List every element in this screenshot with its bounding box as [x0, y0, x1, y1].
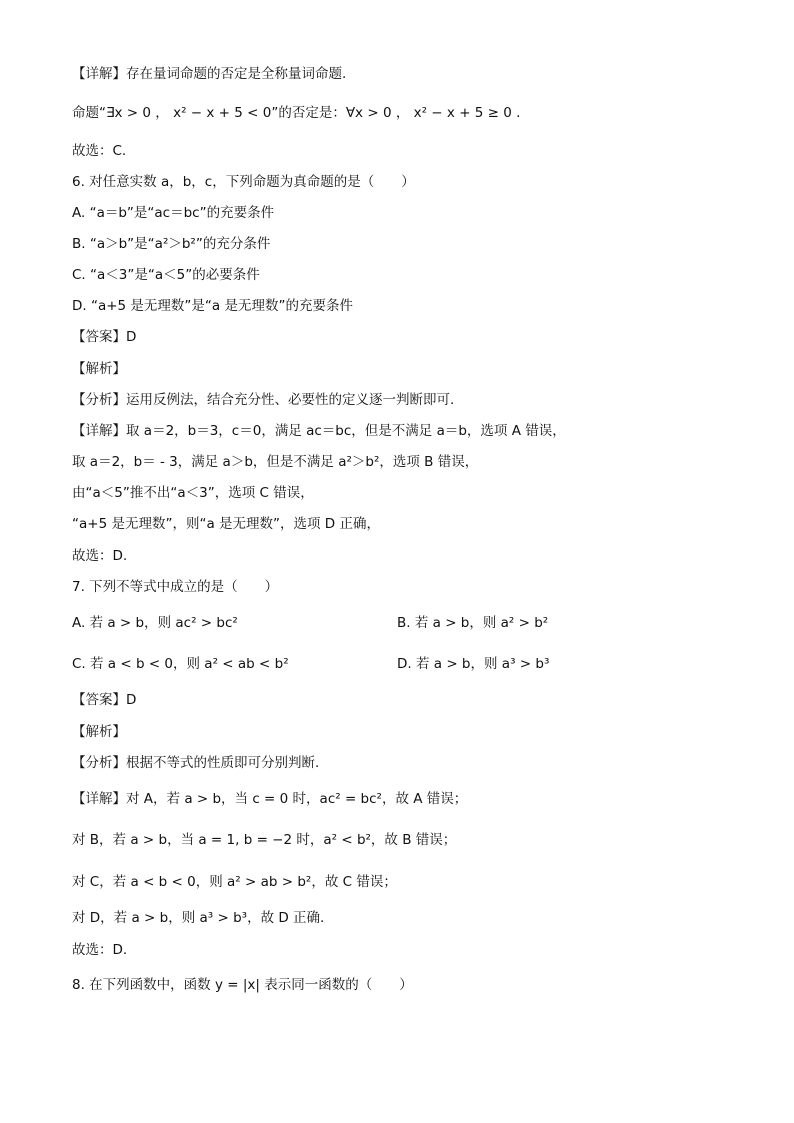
option-c: C. 若 a < b < 0，则 a² < ab < b²	[72, 656, 289, 672]
answer-label: 【答案】D	[72, 329, 137, 345]
answer-label: 【答案】D	[72, 692, 137, 708]
option-c: C. “a＜3”是“a＜5”的必要条件	[72, 267, 260, 283]
text-line: 由“a＜5”推不出“a＜3”，选项 C 错误，	[72, 485, 314, 501]
option-a: A. “a＝b”是“ac＝bc”的充要条件	[72, 205, 275, 221]
text-line: 【分析】根据不等式的性质即可分别判断.	[72, 755, 320, 771]
option-a: A. 若 a > b，则 ac² > bc²	[72, 615, 238, 631]
option-b: B. “a＞b”是“a²＞b²”的充分条件	[72, 236, 271, 252]
text-line: 对 D，若 a > b，则 a³ > b³，故 D 正确.	[72, 910, 325, 926]
question-8-stem: 8. 在下列函数中，函数 y = |x| 表示同一函数的（ ）	[72, 977, 413, 993]
option-d: D. “a+5 是无理数”是“a 是无理数”的充要条件	[72, 298, 353, 314]
text-line: 【详解】存在量词命题的否定是全称量词命题.	[72, 66, 347, 82]
question-6-stem: 6. 对任意实数 a，b，c，下列命题为真命题的是（ ）	[72, 174, 415, 190]
text-line: 对 B，若 a > b，当 a = 1, b = −2 时，a² < b²，故 B 错误；	[72, 832, 457, 848]
question-7-stem: 7. 下列不等式中成立的是（ ）	[72, 579, 279, 595]
text-line: 【详解】对 A，若 a > b，当 c = 0 时，ac² = bc²，故 A 错误；	[72, 791, 468, 807]
option-d: D. 若 a > b，则 a³ > b³	[397, 656, 550, 672]
text-line: 故选：C.	[72, 143, 127, 159]
text-line: 取 a＝2，b＝ - 3，满足 a＞b，但是不满足 a²＞b²，选项 B 错误，	[72, 454, 479, 470]
option-b: B. 若 a > b，则 a² > b²	[397, 615, 549, 631]
analysis-label: 【解析】	[72, 361, 126, 377]
text-line: 命题“∃x > 0 ， x² − x + 5 < 0”的否定是：∀x > 0 ， x² − x + 5 ≥ 0 .	[72, 105, 521, 121]
text-line: 【详解】取 a＝2，b＝3，c＝0，满足 ac＝bc，但是不满足 a＝b，选项 A 错误，	[72, 423, 566, 439]
analysis-label: 【解析】	[72, 724, 126, 740]
text-line: 【分析】运用反例法，结合充分性、必要性的定义逐一判断即可.	[72, 392, 455, 408]
text-line: “a+5 是无理数”，则“a 是无理数”，选项 D 正确，	[72, 516, 380, 532]
text-line: 对 C，若 a < b < 0，则 a² > ab > b²，故 C 错误；	[72, 874, 397, 890]
text-line: 故选：D.	[72, 548, 128, 564]
text-line: 故选：D.	[72, 942, 128, 958]
